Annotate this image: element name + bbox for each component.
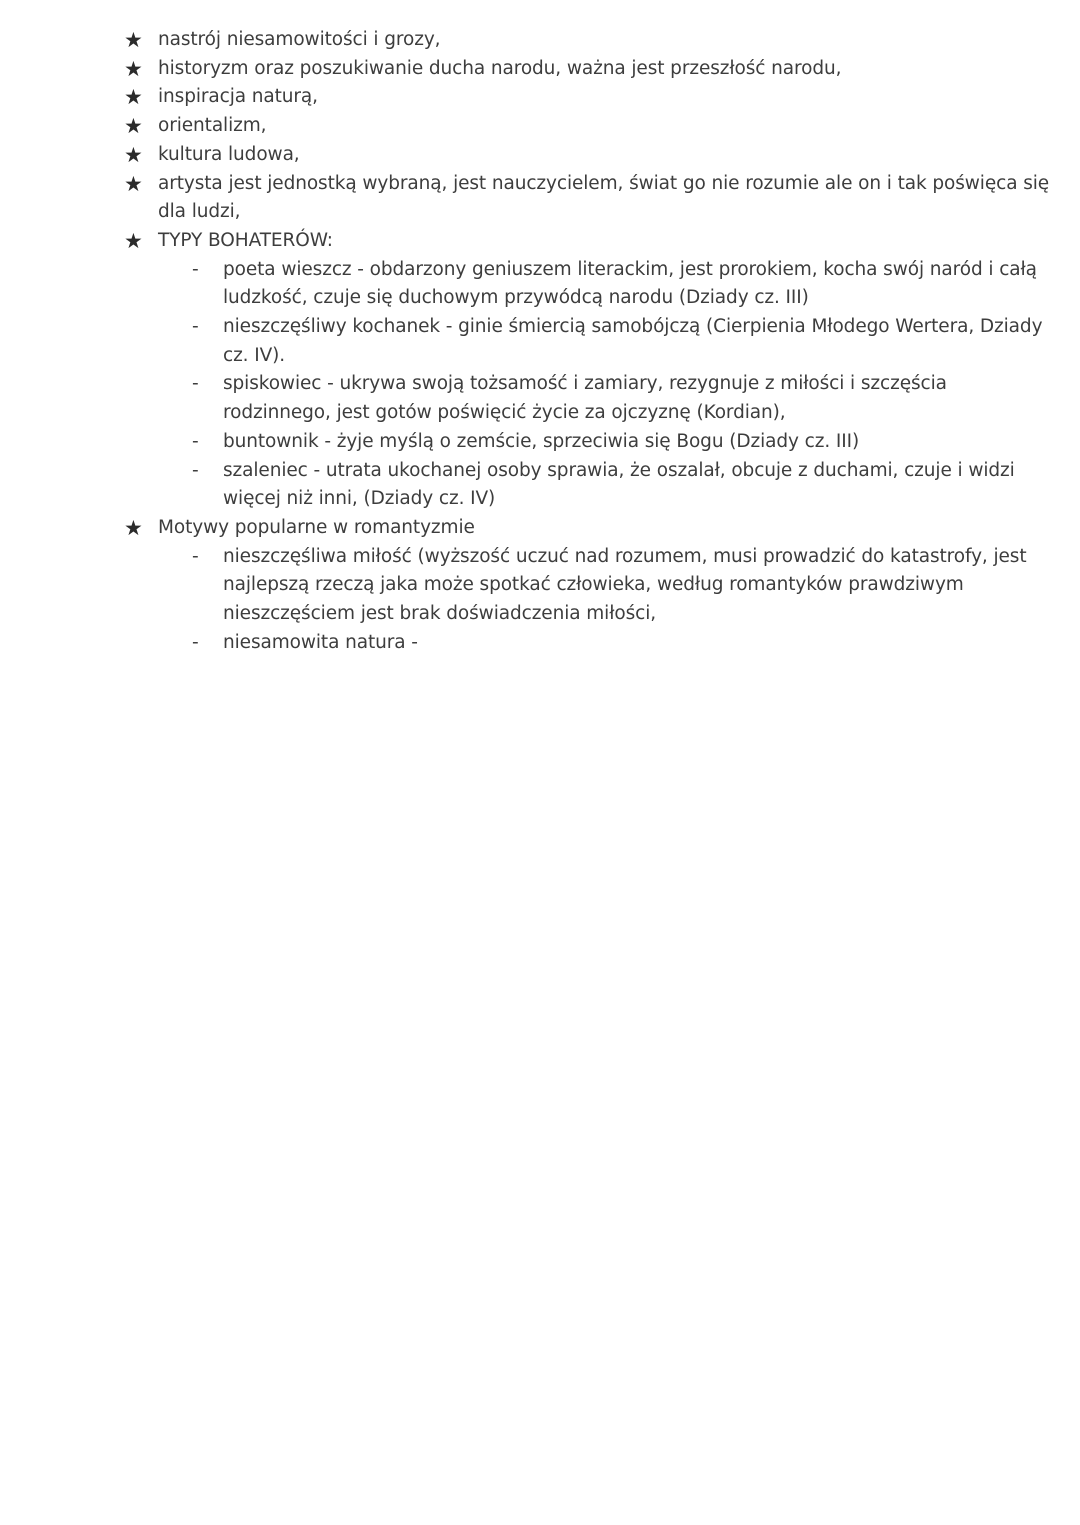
section-heading: TYPY BOHATERÓW:: [158, 229, 333, 251]
dash-bullet-icon: -: [192, 373, 199, 395]
list-item: [0, 26, 1080, 55]
dash-bullet-icon: -: [192, 631, 199, 653]
list-item: [0, 141, 1080, 170]
star-bullet-icon: ★: [124, 228, 143, 253]
sub-list-item: [0, 457, 1080, 514]
list-item: [0, 170, 1080, 227]
list-item-hero-types-heading: [0, 227, 1080, 256]
sub-list-item: [0, 370, 1080, 427]
star-bullet-icon: ★: [124, 85, 143, 110]
dash-bullet-icon: -: [192, 258, 199, 280]
list-item-text: kultura ludowa,: [158, 143, 300, 165]
list-item-text: nastrój niesamowitości i grozy,: [158, 29, 441, 50]
dash-bullet-icon: -: [192, 430, 199, 452]
list-item-motifs-heading: [0, 514, 1080, 543]
list-item-text: inspiracja naturą,: [158, 86, 318, 108]
star-bullet-icon: ★: [124, 56, 143, 81]
sub-list-item-text: szaleniec - utrata ukochanej osoby sprawia, że oszalał, obcuje z duchami, czuje i widzi więcej niż inni, (Dziady cz. IV): [223, 459, 1015, 510]
dash-bullet-icon: -: [192, 459, 199, 481]
sub-list-item-text: poeta wieszcz - obdarzony geniuszem literackim, jest prorokiem, kocha swój naród i całą ludzkość, czuje się duchowym przywódcą narodu (Dziady cz. III): [223, 258, 1037, 309]
dash-bullet-icon: -: [192, 545, 199, 567]
star-bullet-icon: ★: [124, 28, 143, 52]
star-bullet-icon: ★: [124, 142, 143, 167]
sub-list-item-text: niesamowita natura -: [223, 631, 418, 653]
sub-list-item: [0, 629, 1080, 658]
sub-list-item-text: nieszczęśliwa miłość (wyższość uczuć nad rozumem, musi prowadzić do katastrofy, jest najlepszą rzeczą jaka może spotkać człowieka, według romantyków prawdziwym nieszczęściem jest brak doświadczenia miłości,: [223, 545, 1027, 625]
sub-list-item-text: spiskowiec - ukrywa swoją tożsamość i zamiary, rezygnuje z miłości i szczęścia rodzinnego, jest gotów poświęcić życie za ojczyznę (Kordian),: [223, 373, 947, 424]
sub-list-item: [0, 428, 1080, 457]
star-bullet-icon: ★: [124, 114, 143, 139]
sub-list-item: [0, 543, 1080, 629]
star-bullet-icon: ★: [124, 171, 143, 196]
list-item-text: orientalizm,: [158, 115, 267, 137]
list-item: [0, 83, 1080, 112]
section-heading: Motywy popularne w romantyzmie: [158, 516, 475, 538]
sub-list-item: [0, 256, 1080, 313]
list-item-text: artysta jest jednostką wybraną, jest nauczycielem, świat go nie rozumie ale on i tak poświęca się dla ludzi,: [158, 172, 1050, 223]
dash-bullet-icon: -: [192, 316, 199, 338]
sub-list-item: [0, 313, 1080, 370]
sub-list-item-text: buntownik - żyje myślą o zemście, sprzeciwia się Bogu (Dziady cz. III): [223, 430, 860, 452]
list-item: [0, 55, 1080, 84]
sub-list-item-text: nieszczęśliwy kochanek - ginie śmiercią samobójczą (Cierpienia Młodego Wertera, Dziady cz. IV).: [223, 316, 1043, 366]
list-item: [0, 112, 1080, 141]
star-bullet-icon: ★: [124, 515, 143, 540]
list-item-text: historyzm oraz poszukiwanie ducha narodu, ważna jest przeszłość narodu,: [158, 57, 842, 79]
document-page: [0, 26, 1080, 657]
